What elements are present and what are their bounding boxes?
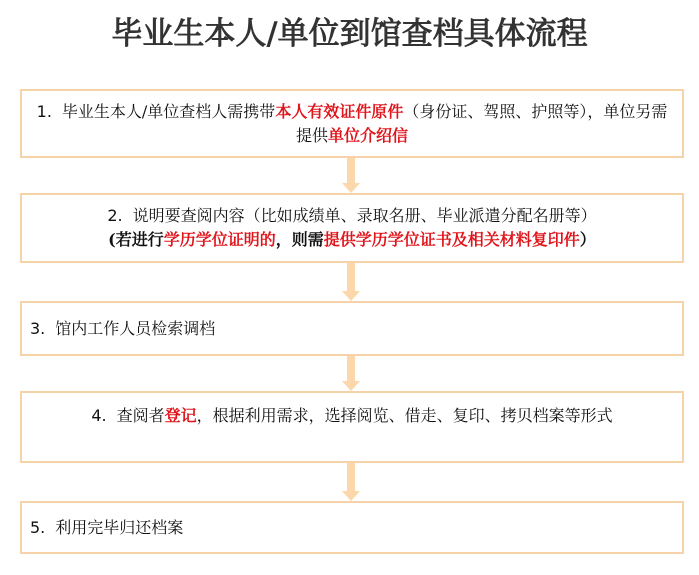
step-number: 1.	[36, 102, 52, 121]
arrow-head-icon	[342, 291, 360, 301]
flow-step-3	[20, 301, 684, 356]
arrow-head-icon	[342, 381, 360, 391]
flow-step-1	[20, 89, 684, 158]
flow-step-4	[20, 391, 684, 463]
step-number: 5.	[30, 517, 46, 537]
step-highlight-text: 本人有效证件原件	[275, 102, 404, 121]
flow-step-2	[20, 193, 684, 263]
flow-arrow-down	[342, 158, 360, 193]
arrow-head-icon	[342, 183, 360, 193]
step-text: （身份证、驾照、护照等），单位另需提供	[295, 102, 668, 145]
step-highlight-text: 提供学历学位证书及相关材料复印件	[323, 230, 580, 249]
step-text: 毕业生本人/单位查档人需携带	[61, 102, 276, 121]
step-highlight-text: 学历学位证明的	[163, 230, 276, 249]
step-text: ，则需	[275, 230, 324, 249]
step-text: ）	[579, 230, 596, 249]
step-highlight-text: 登记	[164, 406, 197, 425]
arrow-head-icon	[342, 491, 360, 501]
step-number: 3.	[30, 318, 46, 338]
step-text: (若进行	[108, 230, 164, 249]
flow-step-5	[20, 501, 684, 554]
step-text: 利用完毕归还档案	[55, 517, 184, 537]
step-highlight-text: 单位介绍信	[328, 126, 409, 145]
flow-arrow-down	[342, 263, 360, 301]
step-number: 2.	[107, 206, 123, 225]
step-number: 4.	[91, 406, 107, 425]
arrow-shaft	[347, 158, 355, 183]
step-text: ，根据利用需求，选择阅览、借走、复印、拷贝档案等形式	[196, 406, 613, 425]
arrow-shaft	[347, 263, 355, 291]
page-title: 毕业生本人/单位到馆查档具体流程	[111, 16, 588, 52]
arrow-shaft	[347, 463, 355, 491]
flow-arrow-down	[342, 356, 360, 391]
flow-arrow-down	[342, 463, 360, 501]
step-text: 说明要查阅内容（比如成绩单、录取名册、毕业派遣分配名册等）	[132, 206, 597, 225]
step-text: 馆内工作人员检索调档	[55, 318, 216, 338]
step-text: 查阅者	[116, 406, 165, 425]
arrow-shaft	[347, 356, 355, 381]
